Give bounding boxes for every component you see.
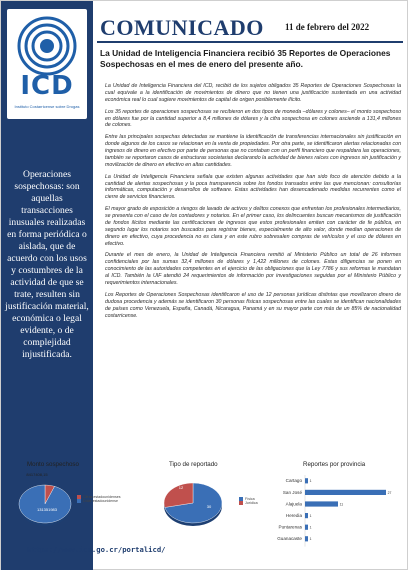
bar-value-label: 1 <box>309 525 312 530</box>
category-label: Heredia <box>285 513 302 518</box>
paragraph: Durante el mes de enero, la Unidad de Inteligencia Financiera remitió al Ministerio Público un total de 26 informes confidenciales por las sumas 32,4 millones de dólares y 1,422 millones de colones. Estas diligencias se ponen en conocimiento de las autoridades competentes en el ejercicio de las obligaciones que la Ley 7786 y sus reformas le mandatan al ICD. También la UIF atendió 24 requerimientos de información por investigaciones seguidas por el Ministerio Público y requerimientos internacionales. <box>105 252 401 287</box>
slice-value-label: 30 <box>206 504 212 509</box>
category-label: Guanacaste <box>277 536 302 542</box>
footer-url[interactable]: https://www.icd.go.cr/portalicd/ <box>27 545 166 554</box>
category-label: Alajuela <box>285 501 302 507</box>
bar-value-label: 1 <box>309 479 312 484</box>
slice-value-label: 12 <box>178 485 184 490</box>
legend-item: Jurídica <box>239 501 258 505</box>
paragraph: El mayor grado de exposición a riesgos de lavado de activos y delitos conexos que enfrentan los profesionales intermediarios, se presenta con el caso de los contadores y notarios. En el primer caso, los delincuentes buscan mecanismos de justificación de fondos ilícitos mediante las certificaciones de ingresos que estos profesionales emiten con carácter de fe pública, en segundo lugar los notarios son buscados para registrar bienes, especialmente de alto valor, donde median operaciones de dinero en efectivo, cuya procedencia no es clara y en este rubro sobresalen compras de vehículos y el uso de dólares en efectivo. <box>105 206 401 247</box>
bar <box>305 501 338 506</box>
chart-title-monto: Monto sospechoso <box>27 461 79 468</box>
chart-title-provincia: Reportes por provincia <box>303 461 366 468</box>
slice-value-label: 8417408,15 <box>26 472 48 477</box>
pie-slice <box>19 485 71 523</box>
bar <box>305 490 386 495</box>
pie-chart-monto <box>15 471 75 533</box>
paragraph: La Unidad de Inteligencia Financiera señala que existen algunas actividades que han sido foco de atención debido a la cantidad de alertas sospechosas y la poca transparencia sobre los fondos transados entre las que mencionan: consultorías informáticas, computación y desarrollos de software. Estas actividades han desencadenado medidas recurrentes como el cierre de servicios financieros. <box>105 173 401 201</box>
bar-value-label: 1 <box>309 514 312 518</box>
icd-logo <box>7 9 87 119</box>
category-label: Puntarenas <box>278 524 302 530</box>
bar-value-label: 11 <box>339 502 344 507</box>
header-divider <box>97 41 403 43</box>
publication-date: 11 de febrero del 2022 <box>285 22 370 32</box>
legend-monto <box>77 495 121 503</box>
paragraph: La Unidad de Inteligencia Financiera del ICD, recibió de los sujetos obligados 35 Reportes de Operaciones Sospechosas la cual equivale a la identificación de movimientos de dinero que no tienen una justificación sustentada en una actividad económica real lo cual sugiere movimientos de capital de origen posiblemente ilícito. <box>105 83 401 103</box>
legend-item: Cifras estadounidenses <box>77 495 121 499</box>
bar-value-label: 1 <box>309 537 312 542</box>
bar <box>305 478 308 483</box>
paragraph: Entre las principales sospechas detectadas se mantiene la identificación de transferencias internacionales sin justificación en donde algunos de los casos se relacionan en la venta de propiedades. Por otra parte, se identificaron alertas relacionadas con ingresos de dinero en efectivo por parte de personas que no contaban con un perfil financiero que respaldara las operaciones, también se reportaron casos de estructuras societarias declarando la actividad de bienes raíces con ingresos sin justificación y movilización de dinero en efectivo en altas cantidades. <box>105 134 401 168</box>
logo-subtitle: Instituto Costarricense sobre Drogas <box>14 104 80 109</box>
slice-value-label: 131351983 <box>36 507 58 512</box>
bar <box>305 536 308 541</box>
legend-tipo <box>239 497 258 505</box>
pie-chart-tipo <box>161 471 225 535</box>
page-title: COMUNICADO <box>100 15 264 40</box>
article-body <box>105 83 401 324</box>
logo-text: ICD <box>20 71 74 101</box>
paragraph: Los Reportes de Operaciones Sospechosas identificaron el uso de 12 personas jurídicas distintas que movilizaron dinero de dudosa procedencia y además se identificaron 30 personas físicas sospechosas entre las cuales se identifican nacionalidades de países como Venezuela, España, Canadá, Nicaragua, Panamá y en su mayor parte con más de un 85% de nacionalidad costarricense. <box>105 291 401 319</box>
category-label: Cartago <box>285 478 302 484</box>
paragraph: Los 35 reportes de operaciones sospechosas se recibieron en dos tipos de moneda –dólares y colones– el monto sospechoso en dólares fue por la cantidad superior a 8,4 millones de dólares y la cifra sospechosa en colones asciende a 131,4 millones de colones. <box>105 108 401 129</box>
logo-rings-icon <box>15 15 79 77</box>
bar-value-label: 27 <box>387 490 392 495</box>
bar <box>305 513 308 518</box>
definition-note: Operaciones sospechosas: son aquellas transacciones inusuales realizadas en forma periódica o aislada, que de acuerdo con los usos y costumbres de la actividad de que se trate, resulten sin justificación material, económica o legal evidente, o de complejidad injustificada. <box>5 169 89 360</box>
category-label: San José <box>282 489 302 495</box>
bar-chart-provincia <box>263 471 403 551</box>
legend-item: Física <box>239 497 258 501</box>
chart-title-tipo: Tipo de reportado <box>169 461 218 468</box>
legend-item: Dólar estadounidense <box>77 499 121 503</box>
headline: La Unidad de Inteligencia Financiera recibió 35 Reportes de Operaciones Sospechosas en el mes de enero del presente año. <box>100 48 391 69</box>
bar <box>305 525 308 530</box>
